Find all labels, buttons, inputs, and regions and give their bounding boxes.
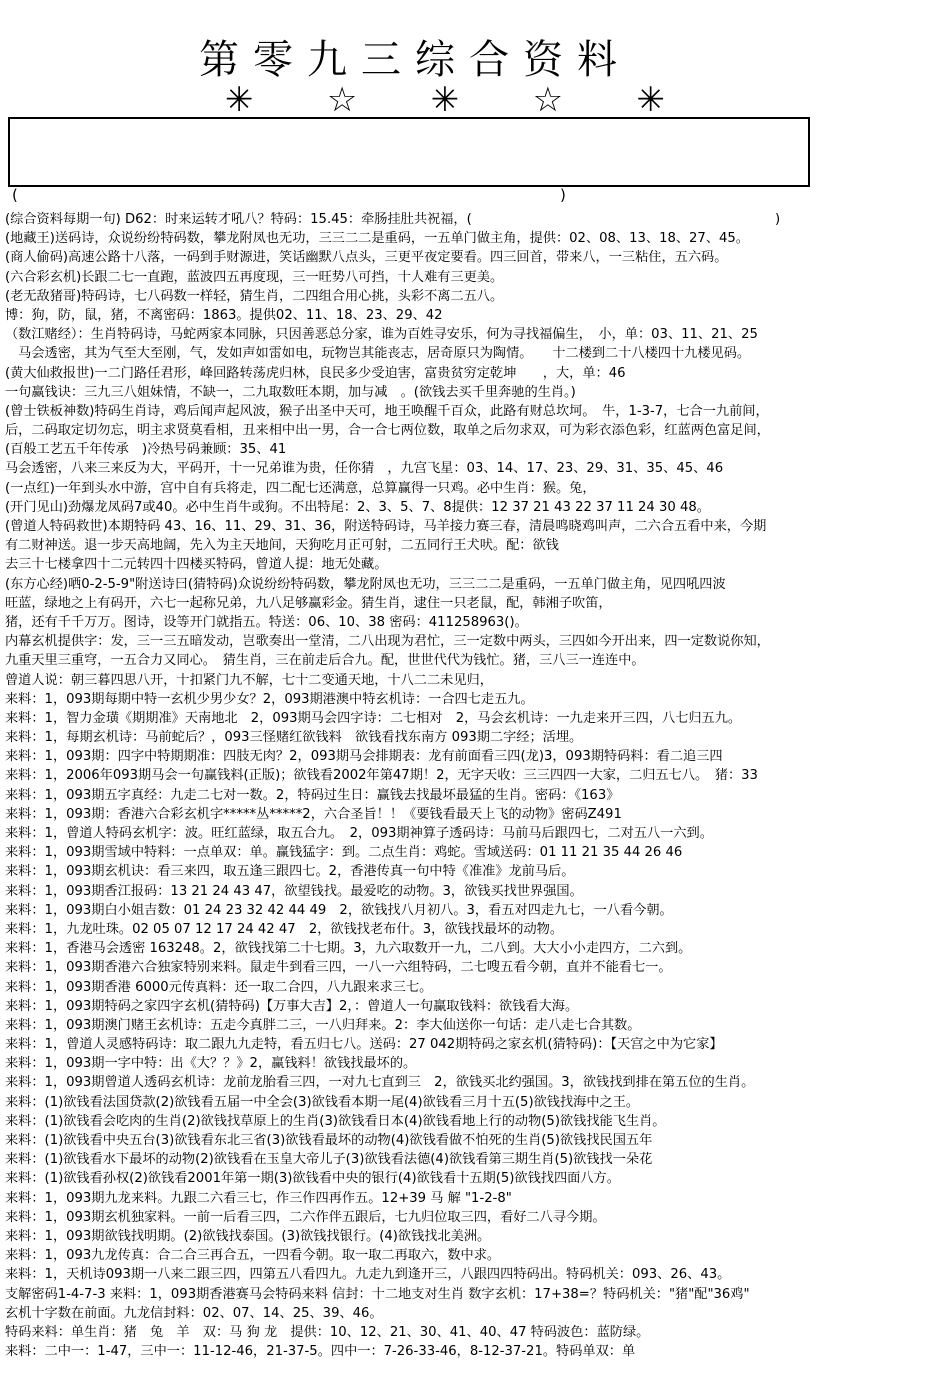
text-line: 来料：1，093期香江报码：13 21 24 43 47，欲望钱找。最爱吃的动物。3，欲钱买找世界强国。 [5,883,583,899]
text-line: 来料：1，智力金璜《期期准》天南地北 2，093期马会四字诗：二七相对 2，马会玄机诗：一九走来开三四，八七归五九。 [5,710,742,726]
text-line: 来料：(1)欲钱看孙权(2)欲钱看2001年第一期(3)欲钱看中央的银行(4)欲钱看十五期(5)欲钱找四面八方。 [5,1171,620,1187]
text-line: 来料：1，093期雪域中特料：一点单双：单。赢钱猛字：到。二点生肖：鸡蛇。雪域送码：01 11 21 35 44 26 46 [5,845,683,861]
text-line: 来料：1，2006年093期马会一句赢钱料(正版)；欲钱看2002年第47期！2，无字天收：三三四四一大家，二归五七八。 猪：33 [5,768,758,784]
text-line: 来料：1，每期玄机诗：马前蛇后？，093三怪赌红欲钱料 欲钱看找东南方 093期二字经；活埋。 [5,730,583,746]
text-line: （数江赌经）：生肖特码诗，马蛇两家本同脉，只因善恶总分家，谁为百姓寻安乐，何为寻找福偏生， 小，单：03、11、21、25 [5,327,758,343]
text-line: 一句赢钱诀：三九三八姐妹情，不缺一，二九取数旺本期，加与减 。(欲钱去买千里奔驰的生肖。) [5,384,576,400]
text-line: 马会透密，其为气至大至刚，气，发如声如雷如电，玩物岂其能丧志，居奇原只为陶情。 十二楼到二十八楼四十九楼见码。 [5,346,751,362]
star-row [225,80,665,120]
text-line: (老无敌猪哥)特码诗，七八码数一样轻，猜生肖，二四组合用心挑，头彩不离二五八。 [5,288,504,304]
text-line: 来料：1，093期玄机诀：看三来四，取五逢三跟四七。2，香港传真一句中特《准准》龙前马后。 [5,864,575,880]
text-line: 来料：1，曾道人灵感特码诗：取二跟九九走特，看五归七八。送码：27 042期特码之家玄机(猜特码)：【天宫之中为它家】 [5,1037,723,1053]
text-line: 旺蓝，绿地之上有码开，六七一起称兄弟，九八足够赢彩金。猜生肖，逮住一只老鼠，配，韩湘子吹笛， [5,595,612,611]
text-line: 来料：1，曾道人特码玄机字：波。旺红蓝绿，取五合九。 2，093期神算子透码诗：马前马后跟四七，二对五八一六到。 [5,826,713,841]
page-title: 第零九三综合资料 [199,37,631,83]
text-line: 来料：1，093期曾道人透码玄机诗：龙前龙胎看三四，一对九七直到三 2，欲钱买北约强国。3，欲钱找到排在第五位的生肖。 [5,1075,755,1091]
text-line: 后，二码取定切勿忘，明主求贤莫看相，丑来相中出一男，合一合七两位数，取单之后勿求双，可为彩衣添色彩，红蓝两色富足间， [5,423,770,439]
text-line: 来料：1，093期五字真经：九走二七对一数。2，特码过生日：赢钱去找最坏最猛的生肖。密码：《163》 [5,787,620,803]
text-line: 九重天里三重穹，一五合力又同心。 猜生肖，三在前走后合九。配，世世代代为钱忙。猪，三八三一连连中。 [5,653,645,669]
paren-left: ( [12,186,18,204]
text-line: 内幕玄机提供字：发，三一三五暗发动，岂歌奏出一堂清，二八出现为君忙，三一定数中两头，三四如今开出来，四一定数说你知， [5,634,770,650]
text-line: (开门见山)劲爆龙凤码7或40。必中生肖牛或狗。不出特尾：2、3、5、7、8提供：12 37 21 43 22 37 11 24 30 48。 [5,499,710,515]
text-line: 支解密码1-4-7-3 来料：1，093期香港赛马会特码来料 信封：十二地支对生肖 数字玄机：17+38=？特码机关："猪"配"36鸡" [5,1286,750,1302]
text-line: 来料：1，093期玄机独家料。一前一后看三四，二六作伴五跟后，七九归位取三四，看好二八寻今期。 [5,1209,606,1225]
text-line: 来料：1，093期澳门赌王玄机诗：五走今真胖二三，一八归拜来。2：李大仙送你一句话：走八走七合其数。 [5,1017,641,1033]
blank-box [8,117,810,187]
text-line: 来料：(1)欲钱看法国贷款(2)欲钱看五届一中全会(3)欲钱看本期一尾(4)欲钱看三月十五(5)欲钱找海中之王。 [5,1094,640,1110]
text-line: 来料：1，天机诗093期一八来二跟三四，四第五八看四九。九走九到逢开三，八跟四四特码出。特码机关：093、26、43。 [5,1267,731,1283]
text-line: (商人偷码)高速公路十八落，一码到手财源进，笑话幽默八点头，三更平夜定要看。四三回首，带来八，一三粘住，五六码。 [5,250,728,266]
star-icon: ☆ [326,80,358,120]
text-line: 博：狗，防，鼠，猪，不离密码：1863。提供02、11、18、23、29、42 [5,307,443,323]
asterisk-icon: ✳ [430,80,460,120]
text-line: (一点红)一年到头水中游，宫中自有兵将走，四二配七还满意，总算赢得一只鸡。必中生肖：猴。兔， [5,480,596,496]
text-line: (东方心经)哂0-2-5-9"附送诗曰(猜特码)众说纷纷特码数，攀龙附凤也无功，三三二二是重码，一五单门做主角，见四吼四波 [5,576,726,592]
text-line: 来料：1，093九龙传真：合二合三再合五，一四看今朝。取一取二再取六，数中求。 [5,1248,501,1264]
text-line: 来料：二中一：1-47，三中一：11-12-46，21-37-5。四中一：7-26-33-46，8-12-37-21。特码单双：单 [5,1344,636,1360]
text-line: 来料：1，九龙吐珠。02 05 07 12 17 24 42 47 2，欲钱找老布什。3，欲钱找最坏的动物。 [5,921,564,937]
text-line: (曾士铁板神数)特码生肖诗，鸡后闻声起风波，猴子出圣中天可，地王唤醒千百众，此路有财总坎坷。 牛，1-3-7，七合一九前间， [5,403,769,419]
text-line: 曾道人说：朝三暮四思八开，十扣紧门九不解，七十二变通天地，十八二二未见归， [5,672,493,688]
text-line: 来料：1，093期每期中特一玄机少男少女？2，093期港澳中特玄机诗：一合四七走五九。 [5,691,534,707]
text-line: 来料：1，093期一字中特：出《大？？》2，赢钱料！欲钱找最坏的。 [5,1056,417,1072]
asterisk-icon: ✳ [636,80,665,120]
text-line: (百般工艺五千年传承 )冷热号码兼顾：35、41 [5,442,287,458]
text-line: (曾道人特码救世)本期特码 43、16、11、29、31、36，附送特码诗，马羊接力赛三春，清晨鸣晓鸡叫声，二六合五看中来，今期 [5,519,767,534]
paren-right: ) [560,186,566,204]
text-line: (综合资料每期一句) D62：时来运转才吼八？特码：15.45：牵肠挂肚共祝福，( ) [5,212,781,227]
text-line: 来料：1，香港马会透密 163248。2，欲钱找第二十七期。3，九六取数开一九，二八到。大大小小走四方，二六到。 [5,941,692,957]
text-line: 玄机十字数在前面。九龙信封料：02、07、14、25、39、46。 [5,1305,383,1321]
text-line: (地藏王)送码诗，众说纷纷特码数，攀龙附凤也无功，三三二二是重码，一五单门做主角，提供：02、08、13、18、27、45。 [5,231,749,247]
text-line: (黄大仙救报世)一二门路任君形，峰回路转荡虎归林，良民多少受迫害，富贵贫穷定乾坤 ，大，单：46 [5,365,626,381]
text-line: 去三十七楼拿四十二元转四十四楼买特码，曾道人提：地无处藏。 [5,557,388,573]
star-icon: ☆ [532,80,564,120]
text-line: 来料：1，093期九龙来料。九跟二六看三七，作三作四再作五。12+39 马 解 "1-2-8" [5,1190,512,1206]
text-line: 来料：(1)欲钱看水下最坏的动物(2)欲钱看在玉皇大帝儿子(3)欲钱看法德(4)欲钱看第三期生肖(5)欲钱找一朵花 [5,1152,653,1168]
text-line: 来料：1，093期白小姐吉数：01 24 23 32 42 44 49 2，欲钱找八月初八。3，看五对四走九七，一八看今朝。 [5,902,673,918]
text-line: 特码来料：单生肖：猪 兔 羊 双：马 狗 龙 提供：10、12、21、30、41、40、47 特码波色：蓝防绿。 [5,1324,650,1340]
text-line: 来料：1，093期欲钱找明期。(2)欲钱找泰国。(3)欲钱找银行。(4)欲钱找北美洲。 [5,1228,491,1244]
text-line: 来料：(1)欲钱看会吃肉的生肖(2)欲钱找草原上的生肖(3)欲钱看日本(4)欲钱看地上行的动物(5)欲钱找能飞生肖。 [5,1113,666,1129]
text-line: 来料：1，093期香港 6000元传真料：还一取二合四，八九跟来求三七。 [5,979,433,995]
text-body [5,210,938,1361]
text-line: 来料：1，093期特码之家四字玄机(猜特码)【万事大吉】2，：曾道人一句赢取钱料：欲钱看大海。 [5,998,579,1014]
text-line: 来料：1，093期：香港六合彩玄机字*****丛*****2，六合圣旨！！《要钱看最天上飞的动物》密码Z491 [5,806,622,822]
text-line: 来料：1，093期：四字中特期期准：四肢无肉？2，093期马会排期表：龙有前面看三四(龙)3，093期特码料：看二追三四 [5,749,723,765]
text-line: 来料：1，093期香港六合独家特别来料。鼠走牛到看三四，一八一六组特码，二七嗖五看今朝，直并不能看七一。 [5,960,672,976]
text-line: 来料：(1)欲钱看中央五台(3)欲钱看东北三省(3)欲钱看最坏的动物(4)欲钱看做不怕死的生肖(5)欲钱找民国五年 [5,1133,653,1148]
text-line: 猪，还有千千万万。图诗，设等开门就指五。特送：06、10、38 密码：411258963()。 [5,614,528,630]
text-line: (六合彩玄机)长跟二七一直跑，蓝波四五再度现，三一旺势八可挡，十人难有三更美。 [5,269,504,285]
text-line: 马会透密，八来三来反为大，平码开，十一兄弟谁为贵，任你猜 ，九宫飞星：03、14、17、23、29、31、35、45、46 [5,461,724,477]
text-line: 有二财神送。退一步天高地阔，先入为主天地间，天狗吃月正可射，二五同行王犬吠。配：欲钱 [5,538,559,554]
asterisk-icon: ✳ [225,80,254,120]
